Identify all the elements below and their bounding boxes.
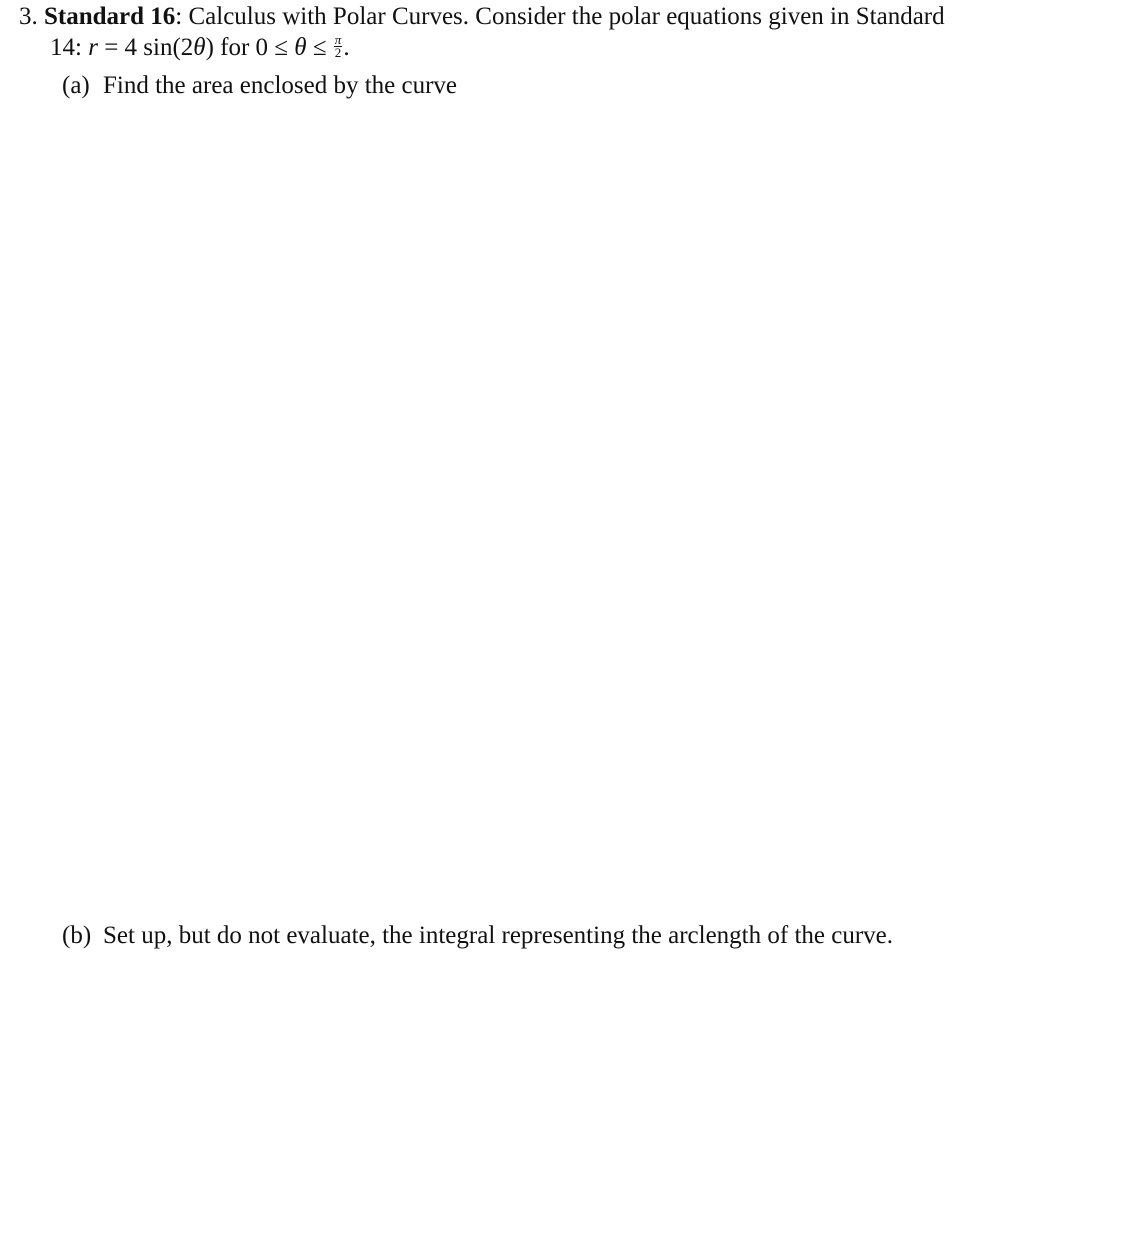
fraction-denominator: 2	[334, 44, 342, 60]
problem-heading	[19, 1, 945, 32]
part-a-label: (a)	[62, 72, 90, 99]
period: .	[343, 34, 350, 61]
part-a	[62, 70, 457, 101]
part-b-text: Set up, but do not evaluate, the integral representing the arclength of the curve.	[103, 922, 894, 949]
fraction-numerator: π	[334, 31, 342, 47]
theta-symbol-2: θ	[294, 34, 307, 61]
expression-close: )	[205, 34, 214, 61]
polar-equation-line	[50, 32, 350, 63]
theta-symbol: θ	[193, 34, 206, 61]
domain-text: for 0 ≤	[213, 34, 295, 61]
standard-ref: 14:	[50, 34, 89, 61]
equals-sign: =	[97, 34, 125, 61]
leq-symbol: ≤	[306, 34, 333, 61]
problem-number: 3.	[19, 3, 38, 30]
pi-over-two-fraction	[334, 31, 343, 60]
standard-label: Standard 16	[44, 3, 176, 30]
part-a-text: Find the area enclosed by the curve	[103, 72, 458, 99]
part-b	[62, 920, 893, 951]
expression: 4 sin(2	[124, 34, 194, 61]
part-b-label: (b)	[62, 922, 92, 949]
problem-title: : Calculus with Polar Curves. Consider the polar equations given in Standard	[175, 3, 945, 30]
var-r: r	[88, 34, 98, 61]
